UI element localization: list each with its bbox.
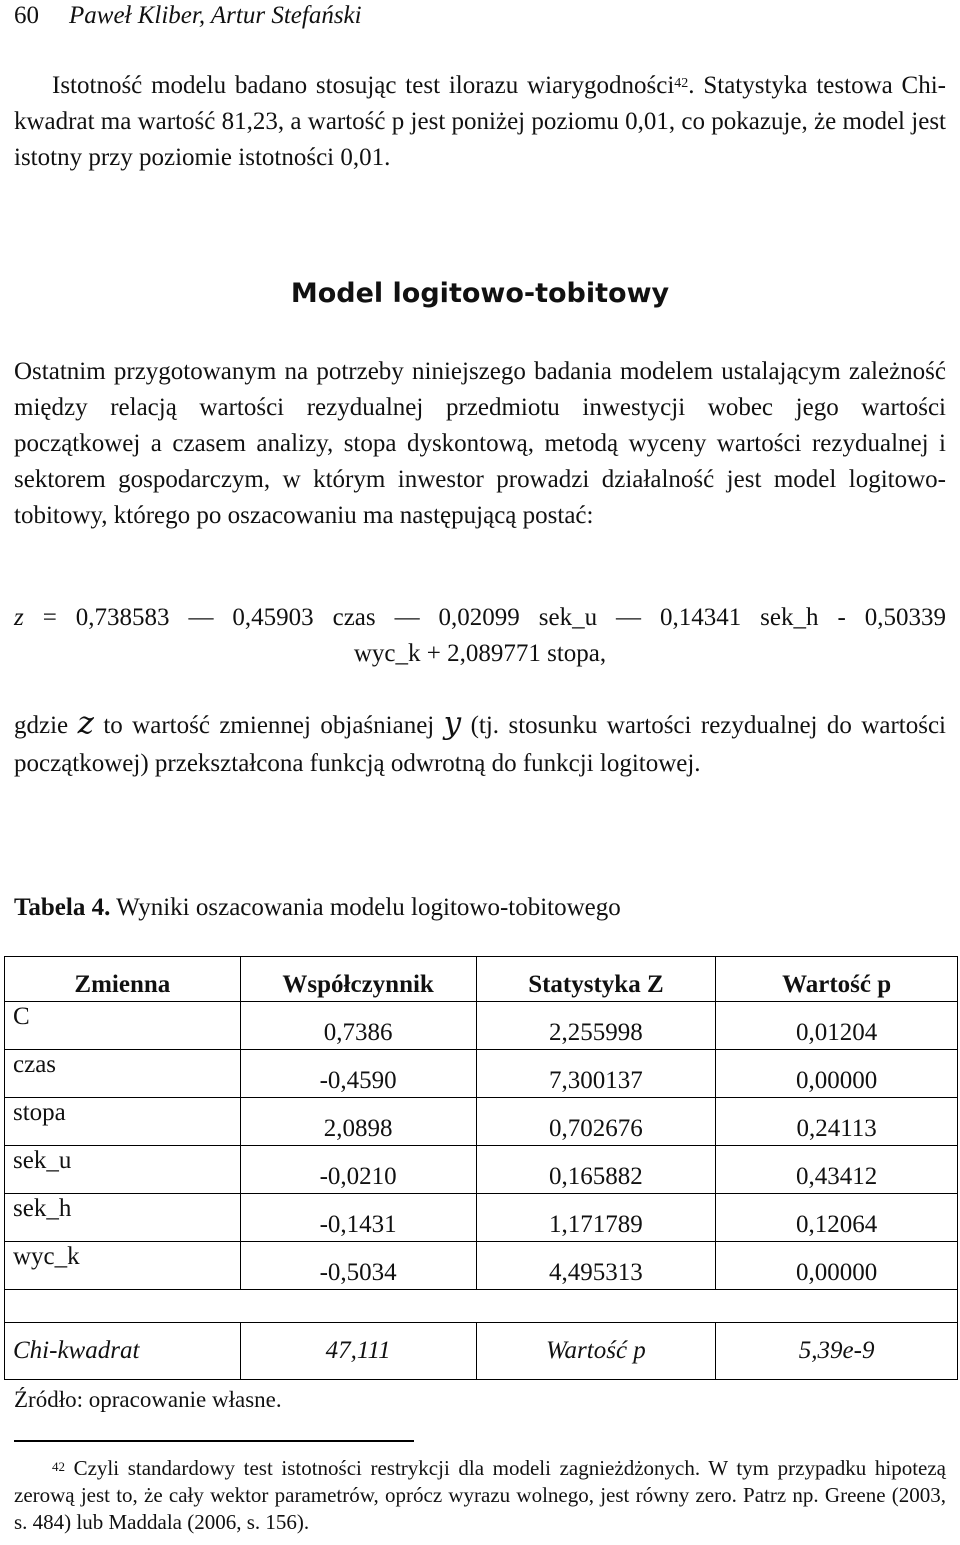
header-wartosc-p: Wartość p bbox=[716, 957, 958, 1002]
explanation-var-z: z bbox=[77, 705, 94, 741]
footnote-ref[interactable]: 42 bbox=[674, 76, 689, 91]
row-name: sek_h bbox=[5, 1194, 241, 1242]
explanation-var-y: y bbox=[443, 705, 462, 741]
row-coef: -0,4590 bbox=[240, 1050, 476, 1098]
table-header-row bbox=[5, 957, 958, 1002]
footnote bbox=[14, 1455, 946, 1536]
table-caption bbox=[14, 890, 621, 926]
row-p: 0,43412 bbox=[716, 1146, 958, 1194]
row-name: stopa bbox=[5, 1098, 241, 1146]
row-coef: -0,1431 bbox=[240, 1194, 476, 1242]
row-p: 0,00000 bbox=[716, 1242, 958, 1290]
explanation-pre: gdzie bbox=[14, 712, 78, 739]
row-name: sek_u bbox=[5, 1146, 241, 1194]
row-name: C bbox=[5, 1002, 241, 1050]
section-paragraph: Ostatnim przygotowanym na potrzeby niniejszego badania modelem ustalającym zależność między relacją wartości rezydualnej przedmiotu inwestycji wobec jego wartości początkowej a czasem analizy, stopa dyskontową, metodą wyceny wartości rezydualnej i sektorem gospodarczym, w którym inwestor prowadzi działalność jest model logitowo-tobitowy, którego po oszacowaniu ma następującą postać: bbox=[14, 358, 946, 529]
equation-variable-z: z bbox=[14, 604, 24, 631]
row-z: 1,171789 bbox=[476, 1194, 716, 1242]
summary-p-label: Wartość p bbox=[476, 1323, 716, 1380]
row-z: 2,255998 bbox=[476, 1002, 716, 1050]
spacer-cell bbox=[5, 1290, 958, 1323]
row-z: 0,165882 bbox=[476, 1146, 716, 1194]
table-spacer-row bbox=[5, 1290, 958, 1323]
row-coef: 0,7386 bbox=[240, 1002, 476, 1050]
footnote-number: 42 bbox=[52, 1459, 65, 1474]
row-name: wyc_k bbox=[5, 1242, 241, 1290]
explanation-paragraph bbox=[14, 704, 946, 783]
table-caption-text: Wyniki oszacowania modelu logitowo-tobitowego bbox=[110, 894, 621, 921]
table-row bbox=[5, 1146, 958, 1194]
table-row bbox=[5, 1050, 958, 1098]
summary-chi-label: Chi-kwadrat bbox=[5, 1323, 241, 1380]
equation-line-1-text: = 0,738583 — 0,45903 czas — 0,02099 sek_u — 0,14341 sek_h - 0,50339 bbox=[23, 604, 946, 631]
table-caption-label: Tabela 4. bbox=[14, 894, 111, 921]
running-head-authors: Paweł Kliber, Artur Stefański bbox=[69, 2, 362, 29]
row-z: 7,300137 bbox=[476, 1050, 716, 1098]
footnote-text: Czyli standardowy test istotności restrykcji dla modeli zagnieżdżonych. W tym przypadku hipotezą zerową jest to, że cały wektor parametrów, oprócz wyrazu wolnego, jest równy zero. Patrz np. Greene (2003, s. 484) lub Maddala (2006, s. 156). bbox=[14, 1456, 946, 1534]
page-header bbox=[14, 0, 362, 32]
explanation-mid: to wartość zmiennej objaśnianej bbox=[93, 712, 444, 739]
page-number: 60 bbox=[14, 2, 39, 29]
row-name: czas bbox=[5, 1050, 241, 1098]
header-statystyka-z: Statystyka Z bbox=[476, 957, 716, 1002]
row-p: 0,24113 bbox=[716, 1098, 958, 1146]
footnote-divider bbox=[14, 1440, 414, 1442]
table-row bbox=[5, 1002, 958, 1050]
row-coef: -0,0210 bbox=[240, 1146, 476, 1194]
equation-line-2: wyc_k + 2,089771 stopa, bbox=[353, 640, 607, 667]
row-p: 0,12064 bbox=[716, 1194, 958, 1242]
model-equation bbox=[14, 600, 946, 672]
summary-p-value: 5,39e-9 bbox=[716, 1323, 958, 1380]
row-z: 4,495313 bbox=[476, 1242, 716, 1290]
header-zmienna: Zmienna bbox=[5, 957, 241, 1002]
header-wspolczynnik: Współczynnik bbox=[240, 957, 476, 1002]
intro-text-a: Istotność modelu badano stosując test ilorazu wiarygodności bbox=[52, 72, 675, 99]
table-row bbox=[5, 1098, 958, 1146]
row-coef: 2,0898 bbox=[240, 1098, 476, 1146]
equation-line-1 bbox=[14, 600, 946, 636]
intro-paragraph bbox=[14, 68, 946, 176]
table-row bbox=[5, 1194, 958, 1242]
row-p: 0,01204 bbox=[716, 1002, 958, 1050]
results-table bbox=[4, 956, 958, 1380]
summary-chi-value: 47,111 bbox=[240, 1323, 476, 1380]
intro-text-b: . Statystyka testowa Chi-kwadrat ma wartość 81,23, a wartość p jest poniżej poziomu 0,01, co pokazuje, że model jest istotny przy poziomie istotności 0,01. bbox=[14, 72, 946, 171]
explanation-post: (tj. stosunku wartości rezydualnej do wartości początkowej) przekształcona funkcją odwrotną do funkcji logitowej. bbox=[14, 712, 947, 777]
table-row bbox=[5, 1242, 958, 1290]
row-p: 0,00000 bbox=[716, 1050, 958, 1098]
row-coef: -0,5034 bbox=[240, 1242, 476, 1290]
section-heading: Model logitowo-tobitowy bbox=[290, 278, 670, 309]
row-z: 0,702676 bbox=[476, 1098, 716, 1146]
table-summary-row bbox=[5, 1323, 958, 1380]
table-source: Źródło: opracowanie własne. bbox=[14, 1387, 282, 1412]
